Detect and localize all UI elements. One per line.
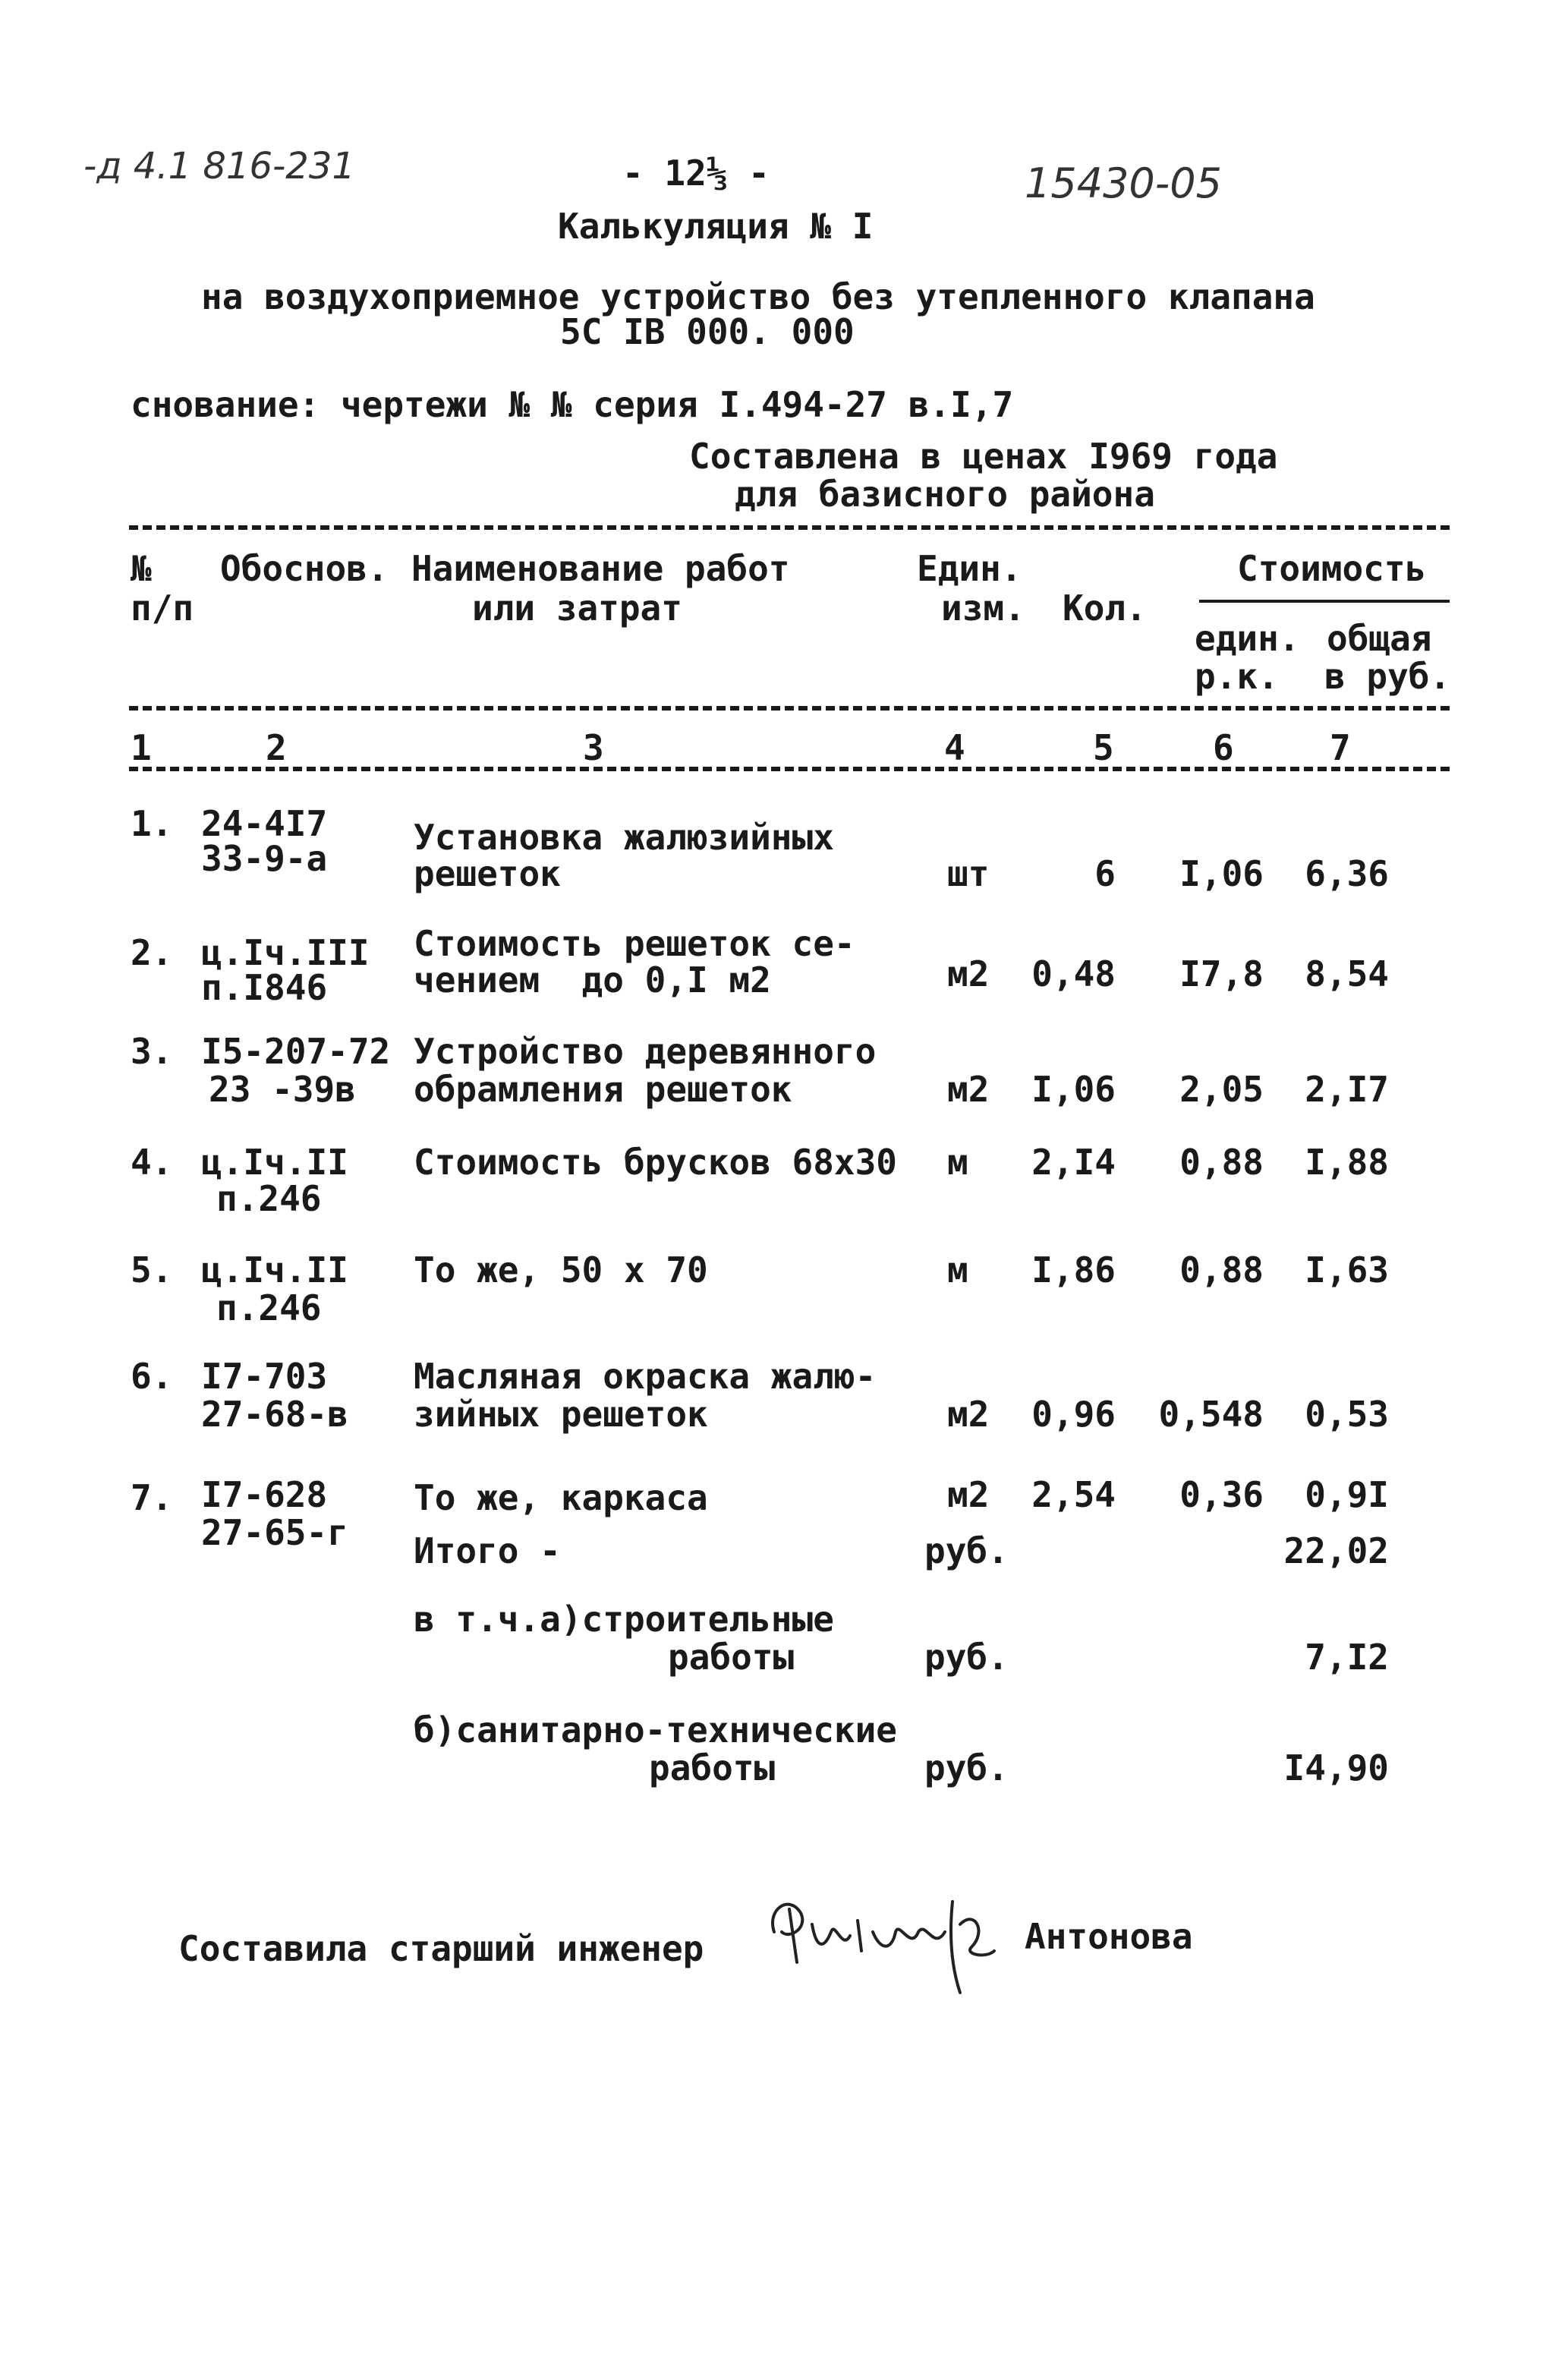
col-index-2: 2 (266, 727, 287, 768)
row-basis-2: 27-68-в (201, 1394, 348, 1435)
row-qty: 2,I4 (1031, 1142, 1116, 1183)
handwritten-signature (759, 1879, 1002, 2000)
col-total-label: общая (1327, 618, 1432, 659)
row-name-2: решеток (414, 853, 561, 894)
row-total: 2,I7 (1305, 1069, 1389, 1110)
row-total: 0,9I (1305, 1474, 1389, 1515)
row-unit-price: 0,548 (1158, 1394, 1264, 1435)
row-number: 1. (131, 803, 173, 844)
col-unit-price-label-2: р.к. (1195, 656, 1279, 697)
row-basis: ц.Iч.III (201, 932, 370, 973)
col-number-label-2: п/п (131, 588, 194, 629)
construction-value: 7,I2 (1305, 1637, 1389, 1678)
construction-label-2: работы (668, 1637, 795, 1678)
total-unit: руб. (924, 1530, 1009, 1571)
col-index-5: 5 (1093, 727, 1114, 768)
compiled-by-label: Составила старший инженер (178, 1928, 704, 1969)
engineer-name: Антонова (1025, 1916, 1193, 1957)
row-number: 3. (131, 1031, 173, 1072)
sanitary-label: б)санитарно-технические (414, 1710, 897, 1750)
row-name: Стоимость решеток се- (414, 923, 855, 964)
row-name-2: чением до 0,I м2 (414, 960, 771, 1001)
row-unit: м (947, 1249, 968, 1290)
col-index-6: 6 (1213, 727, 1234, 768)
row-basis: I5-207-72 (201, 1031, 391, 1072)
construction-unit: руб. (924, 1637, 1009, 1678)
row-unit: шт (947, 853, 990, 894)
prices-line-1: Составлена в ценах I969 года (689, 436, 1278, 477)
row-number: 5. (131, 1249, 173, 1290)
sanitary-unit: руб. (924, 1747, 1009, 1788)
row-name-2: обрамления решеток (414, 1069, 792, 1110)
col-number-label: № (131, 548, 152, 589)
cost-underline (1199, 600, 1450, 603)
row-basis-2: п.246 (216, 1287, 322, 1328)
page-number: - 12⅓ - (622, 153, 770, 194)
total-label: Итого - (414, 1530, 561, 1571)
row-basis-2: п.246 (216, 1178, 322, 1219)
col-basis-label: Обоснов. (220, 548, 389, 589)
row-unit-price: I,06 (1179, 853, 1264, 894)
col-index-4: 4 (944, 727, 965, 768)
row-name: Устройство деревянного (414, 1031, 877, 1072)
row-number: 2. (131, 932, 173, 973)
row-basis: I7-628 (201, 1474, 328, 1515)
table-header-rule (129, 706, 1450, 711)
sanitary-label-2: работы (649, 1747, 776, 1788)
row-qty: 2,54 (1031, 1474, 1116, 1515)
row-qty: 6 (1094, 853, 1116, 894)
row-basis-2: 33-9-а (201, 838, 328, 879)
row-unit-price: 2,05 (1179, 1069, 1264, 1110)
row-name: Установка жалюзийных (414, 817, 834, 858)
col-index-3: 3 (583, 727, 604, 768)
row-name: То же, 50 x 70 (414, 1249, 708, 1290)
col-unit-price-label: един. (1195, 618, 1300, 659)
row-qty: 0,96 (1031, 1394, 1116, 1435)
row-name: Стоимость брусков 68x30 (414, 1142, 897, 1183)
row-number: 4. (131, 1142, 173, 1183)
col-name-label-2: или затрат (472, 588, 682, 629)
document-code-right: 15430-05 (1025, 159, 1222, 207)
row-qty: 0,48 (1031, 953, 1116, 994)
col-qty-label: Кол. (1063, 588, 1147, 629)
col-cost-label: Стоимость (1237, 548, 1427, 589)
row-basis-2: п.I846 (201, 967, 328, 1008)
row-unit-price: 0,88 (1179, 1249, 1264, 1290)
col-name-label: Наименование работ (411, 548, 790, 589)
prices-line-2: для базисного района (735, 474, 1155, 515)
row-total: 6,36 (1305, 853, 1389, 894)
col-index-7: 7 (1330, 727, 1351, 768)
row-qty: I,06 (1031, 1069, 1116, 1110)
row-unit: м2 (947, 1474, 990, 1515)
document-title: Калькуляция № I (558, 206, 874, 247)
index-row-rule (129, 767, 1450, 771)
row-number: 6. (131, 1356, 173, 1397)
row-total: I,63 (1305, 1249, 1389, 1290)
total-value: 22,02 (1283, 1530, 1389, 1571)
row-name: Масляная окраска жалю- (414, 1356, 877, 1397)
row-unit-price: 0,36 (1179, 1474, 1264, 1515)
construction-label: в т.ч.а)строительные (414, 1599, 834, 1640)
row-unit: м2 (947, 953, 990, 994)
row-name: То же, каркаса (414, 1477, 708, 1518)
col-index-1: 1 (131, 727, 152, 768)
document-code: 5С IВ 000. 000 (560, 311, 855, 352)
row-unit-price: 0,88 (1179, 1142, 1264, 1183)
row-total: 8,54 (1305, 953, 1389, 994)
row-basis: 24-4I7 (201, 803, 328, 844)
row-unit: м2 (947, 1069, 990, 1110)
row-basis-2: 27-65-г (201, 1512, 348, 1553)
row-name-2: зийных решеток (414, 1394, 708, 1435)
row-unit-price: I7,8 (1179, 953, 1264, 994)
document-code-left: -д 4.1 816-231 (83, 145, 355, 187)
col-total-label-2: в руб. (1324, 656, 1451, 697)
document-subject: на воздухоприемное устройство без утепленного клапана (201, 276, 1315, 317)
row-basis: I7-703 (201, 1356, 328, 1397)
row-basis: ц.Iч.II (201, 1249, 348, 1290)
row-total: I,88 (1305, 1142, 1389, 1183)
col-unit-label: Един. (917, 548, 1022, 589)
sanitary-value: I4,90 (1283, 1747, 1389, 1788)
col-unit-label-2: изм. (941, 588, 1025, 629)
basis-line: снование: чертежи № № серия I.494-27 в.I,7 (131, 384, 1014, 425)
row-number: 7. (131, 1477, 173, 1518)
row-unit: м2 (947, 1394, 990, 1435)
row-total: 0,53 (1305, 1394, 1389, 1435)
row-basis: ц.Iч.II (201, 1142, 348, 1183)
row-basis-2: 23 -39в (209, 1069, 356, 1110)
row-qty: I,86 (1031, 1249, 1116, 1290)
table-top-rule (129, 525, 1450, 530)
row-unit: м (947, 1142, 968, 1183)
